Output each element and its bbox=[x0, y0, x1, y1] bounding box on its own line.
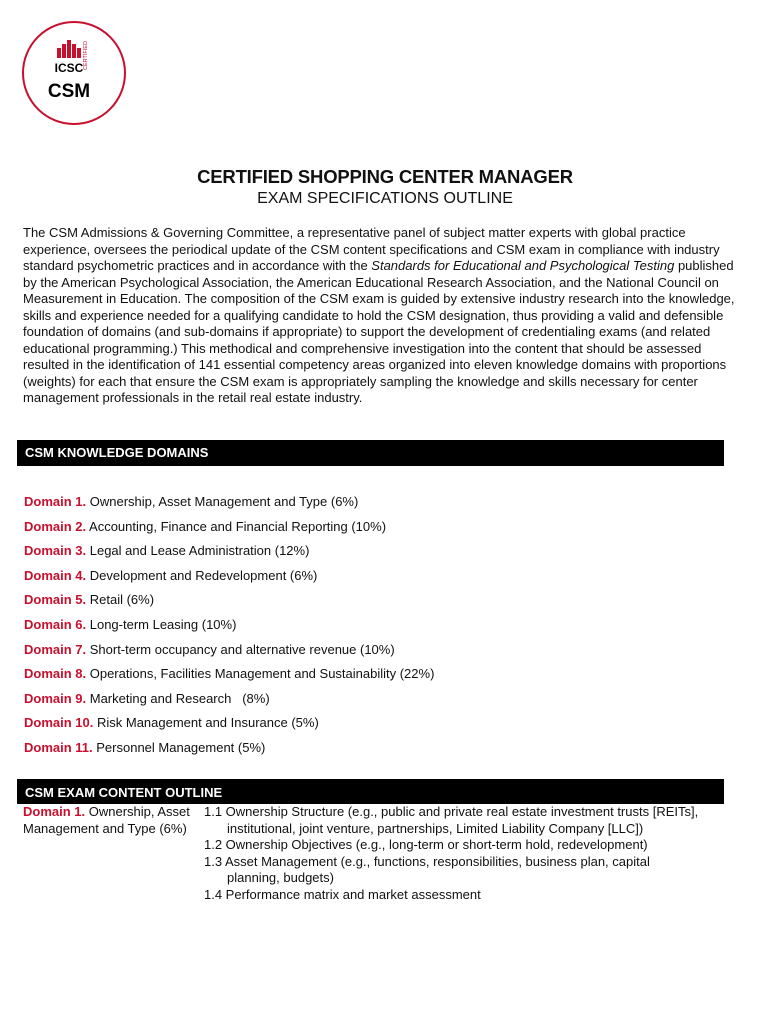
domain-label: Domain 8. bbox=[24, 666, 87, 682]
intro-italic-standards: Standards for Educational and Psychological Testing bbox=[371, 258, 675, 273]
domain-label: Domain 11. bbox=[24, 739, 93, 755]
domain-text: Marketing and Research (8%) bbox=[86, 690, 270, 706]
domain-item bbox=[24, 687, 434, 712]
domain-text: Ownership, Asset Management and Type (6%) bbox=[86, 494, 359, 509]
outline-domain-text: Ownership, Asset Management and Type (6%) bbox=[23, 804, 190, 836]
domain-item bbox=[24, 613, 434, 638]
page-subtitle: EXAM SPECIFICATIONS OUTLINE bbox=[257, 190, 513, 207]
outline-subdomain-list bbox=[204, 804, 704, 903]
outline-subdomain-item: 1.2 Ownership Objectives (e.g., long-term or short-term hold, redevelopment) bbox=[204, 837, 648, 852]
domain-text: Operations, Facilities Management and Sustainability (22%) bbox=[86, 666, 435, 682]
csm-certified-seal bbox=[21, 20, 127, 126]
domain-label: Domain 4. bbox=[24, 567, 87, 583]
domain-text: Legal and Lease Administration (12%) bbox=[86, 543, 310, 559]
domain-label: Domain 6. bbox=[24, 616, 87, 632]
domain-item bbox=[24, 588, 434, 613]
domain-item bbox=[24, 736, 434, 761]
domain-label: Domain 9. bbox=[24, 690, 87, 706]
icsc-csm-logo bbox=[21, 20, 127, 126]
outline-subdomain-item: 1.3 Asset Management (e.g., functions, responsibilities, business plan, capital planning, budgets) bbox=[204, 853, 650, 885]
domain-text: Retail (6%) bbox=[86, 592, 155, 608]
domain-item bbox=[24, 638, 434, 663]
domain-item bbox=[24, 711, 434, 736]
domain-item bbox=[24, 662, 434, 687]
intro-paragraph bbox=[23, 225, 735, 407]
outline-domain-cell bbox=[23, 804, 193, 837]
logo-org-text: ICSC bbox=[54, 61, 84, 75]
domain-text: Accounting, Finance and Financial Reporting (10%) bbox=[86, 518, 387, 534]
logo-certified-text: CERTIFIED bbox=[83, 41, 89, 70]
domain-label: Domain 1. bbox=[24, 494, 87, 509]
domain-text: Risk Management and Insurance (5%) bbox=[93, 715, 319, 731]
domain-item bbox=[24, 539, 434, 564]
domain-item bbox=[24, 490, 434, 515]
intro-text-part1: The CSM Admissions & Governing Committee, a representative panel of subject matter experts with global practice experience, oversees the periodical update of the CSM content specifications and CSM exam in compliance with industry standard psychometric practices and in accordance with the bbox=[23, 225, 720, 273]
logo-designation-text: CSM bbox=[47, 81, 91, 102]
outline-subdomain-item: 1.4 Performance matrix and market assessment bbox=[204, 886, 481, 902]
exam-content-outline-heading: CSM EXAM CONTENT OUTLINE bbox=[17, 779, 724, 804]
page-title: CERTIFIED SHOPPING CENTER MANAGER bbox=[197, 166, 573, 187]
domain-item bbox=[24, 515, 434, 540]
intro-text-part2: published by the American Psychological Association, the American Educational Research Association, and the National Council on Measurement in Education. The composition of the CSM exam is guided by extensive industry research into the knowledge, skills and experience needed for a qualifying candidate to hold the CSM designation, thus providing a valid and defensible foundation of domains (and sub-domains if appropriate) to support the development of credentialing exams (and related educational programming.) This methodical and comprehensive investigation into the content that should be assessed resulted in the identification of 141 essential competency areas organized into eleven knowledge domains with proportions (weights) for each that ensure the CSM exam is appropriately sampling the knowledge and skills necessary for center management professionals in the retail real estate industry. bbox=[23, 258, 735, 405]
domain-label: Domain 5. bbox=[24, 592, 87, 608]
domain-item bbox=[24, 564, 434, 589]
domain-label: Domain 7. bbox=[24, 641, 87, 657]
knowledge-domains-heading: CSM KNOWLEDGE DOMAINS bbox=[17, 440, 724, 466]
domain-text: Personnel Management (5%) bbox=[92, 739, 266, 755]
domain-text: Long-term Leasing (10%) bbox=[86, 616, 237, 632]
knowledge-domains-list bbox=[24, 490, 434, 761]
domain-text: Short-term occupancy and alternative revenue (10%) bbox=[86, 641, 395, 657]
outline-domain-label: Domain 1. bbox=[23, 804, 86, 819]
outline-subdomain-item: 1.1 Ownership Structure (e.g., public and private real estate investment trusts [REITs], institutional, joint venture, partnerships, Limited Liability Company [LLC]) bbox=[204, 804, 699, 836]
domain-label: Domain 10. bbox=[24, 715, 94, 731]
domain-text: Development and Redevelopment (6%) bbox=[86, 567, 318, 583]
domain-label: Domain 3. bbox=[24, 543, 87, 559]
domain-label: Domain 2. bbox=[24, 518, 87, 534]
